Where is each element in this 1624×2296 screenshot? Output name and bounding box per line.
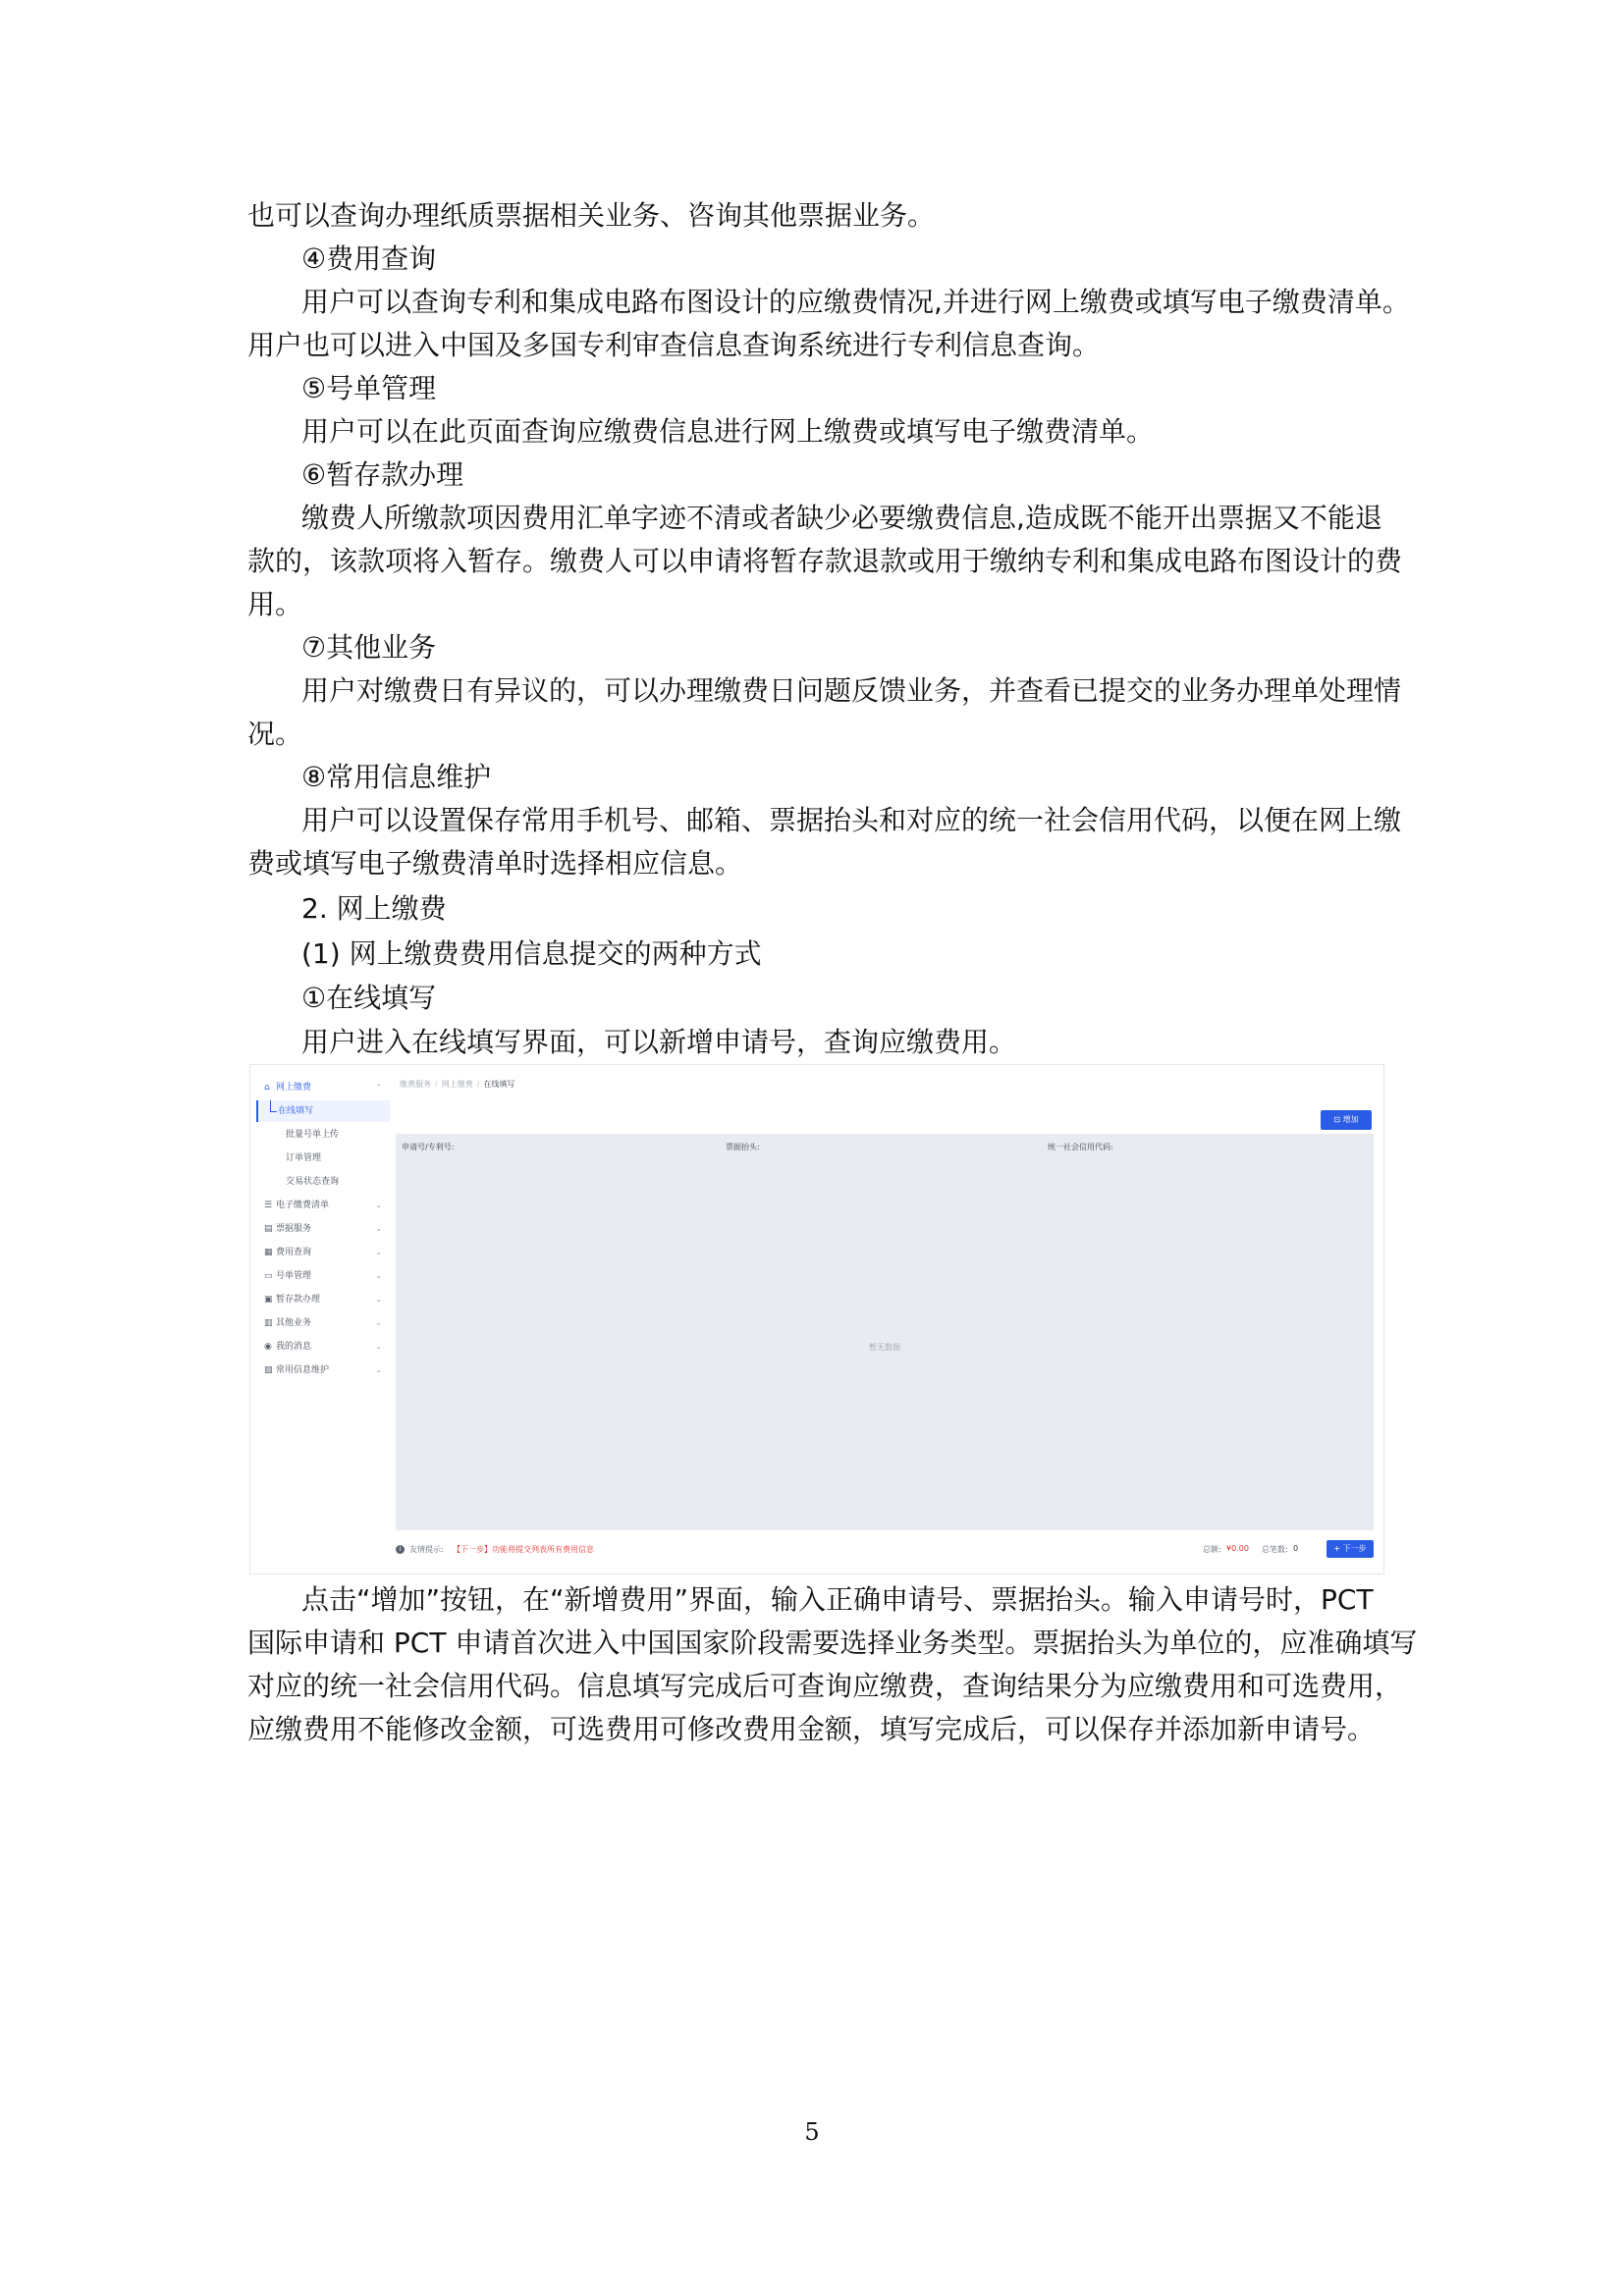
paragraph-line: 点击“增加”按钮，在“新增费用”界面，输入正确申请号、票据抬头。输入申请号时，PCT (301, 1583, 1374, 1616)
document-icon: ▭ (264, 1271, 273, 1281)
sidebar-item-label: 在线填写 (278, 1106, 314, 1116)
section-heading-number-management: ⑤号单管理 (301, 372, 437, 404)
add-button[interactable] (1321, 1110, 1372, 1130)
total-label: 总额: (1203, 1545, 1221, 1554)
active-indicator (256, 1100, 258, 1122)
section-heading-other-business: ⑦其他业务 (301, 631, 437, 664)
sidebar-item-label: 交易状态查询 (286, 1177, 340, 1187)
sidebar-item-deposit[interactable] (256, 1289, 390, 1310)
paragraph-line: 费或填写电子缴费清单时选择相应信息。 (247, 847, 743, 880)
add-icon: ⊡ (1333, 1115, 1343, 1124)
info-icon: i (396, 1545, 405, 1554)
section-heading-deposit: ⑥暂存款办理 (301, 458, 464, 491)
sidebar-item-label: 常用信息维护 (276, 1365, 330, 1375)
sidebar-item-label: 票据服务 (276, 1224, 312, 1234)
sidebar-item-label: 其他业务 (276, 1318, 312, 1328)
sidebar-item-online-payment[interactable] (256, 1077, 390, 1098)
next-step-button[interactable]: + 下一步 (1326, 1540, 1374, 1558)
paragraph-line: 用户可以设置保存常用手机号、邮箱、票据抬头和对应的统一社会信用代码，以便在网上缴 (301, 804, 1402, 836)
paragraph-line: 用。 (247, 588, 303, 620)
breadcrumb-item[interactable]: 缴费服务 (400, 1080, 431, 1089)
sidebar-item-info-maintenance[interactable] (256, 1360, 390, 1381)
home-icon: ⌂ (264, 1083, 270, 1093)
chevron-down-icon: ⌄ (375, 1224, 382, 1233)
chevron-down-icon: ⌄ (375, 1201, 382, 1209)
chevron-down-icon: ⌄ (375, 1248, 382, 1256)
total-value: ¥0.00 (1226, 1544, 1249, 1553)
sidebar-item-fee-query[interactable] (256, 1242, 390, 1263)
breadcrumb-item[interactable]: 网上缴费 (441, 1080, 473, 1089)
paragraph-line: 用户也可以进入中国及多国专利审查信息查询系统进行专利信息查询。 (247, 329, 1101, 361)
list-icon: ☰ (264, 1201, 273, 1210)
paragraph-line: 用户可以查询专利和集成电路布图设计的应缴费情况,并进行网上缴费或填写电子缴费清单。 (301, 286, 1410, 318)
settings-icon: ▧ (264, 1365, 273, 1375)
embedded-screenshot (249, 1064, 1384, 1575)
wallet-icon: ▣ (264, 1295, 273, 1305)
breadcrumb-separator: / (476, 1080, 480, 1089)
paragraph-line: 用户可以在此页面查询应缴费信息进行网上缴费或填写电子缴费清单。 (301, 415, 1155, 448)
tree-branch-icon (270, 1100, 277, 1112)
sidebar-item-label: 我的消息 (276, 1342, 312, 1352)
sidebar-item-label: 号单管理 (276, 1271, 312, 1281)
message-icon: ◉ (264, 1342, 272, 1352)
sidebar-item-messages[interactable] (256, 1336, 390, 1358)
section-heading-online-payment: 2. 网上缴费 (301, 892, 447, 925)
paragraph-line: 应缴费用不能修改金额，可选费用可修改费用金额，填写完成后，可以保存并添加新申请号。 (247, 1713, 1376, 1745)
section-heading-online-fill: ①在线填写 (301, 982, 437, 1014)
chevron-down-icon: ⌄ (375, 1295, 382, 1304)
sidebar-item-electronic-list[interactable] (256, 1195, 390, 1216)
paragraph-line: 款的，该款项将入暂存。缴费人可以申请将暂存款退款或用于缴纳专利和集成电路布图设计的费 (247, 545, 1403, 577)
sidebar-item-order-management[interactable] (256, 1148, 390, 1169)
sidebar (256, 1071, 391, 1568)
paragraph-line: 也可以查询办理纸质票据相关业务、咨询其他票据业务。 (247, 199, 936, 232)
paragraph-line: 国际申请和 PCT 申请首次进入中国国家阶段需要选择业务类型。票据抬头为单位的，应准确填写 (247, 1627, 1418, 1659)
subsection-heading: (1) 网上缴费费用信息提交的两种方式 (301, 937, 762, 970)
add-button-label: 增加 (1342, 1115, 1359, 1124)
column-header-receipt-title: 票据抬头: (726, 1143, 760, 1151)
sidebar-item-other-business[interactable] (256, 1312, 390, 1334)
sidebar-item-label: 电子缴费清单 (276, 1201, 330, 1210)
chevron-down-icon: ⌄ (375, 1342, 382, 1351)
chevron-up-icon: ⌃ (375, 1083, 382, 1092)
sidebar-item-label: 订单管理 (286, 1153, 322, 1163)
count-value: 0 (1293, 1544, 1299, 1553)
chevron-down-icon: ⌄ (375, 1365, 382, 1374)
paragraph-line: 用户进入在线填写界面，可以新增申请号，查询应缴费用。 (301, 1026, 1017, 1058)
breadcrumb-separator: / (435, 1080, 438, 1089)
column-header-credit-code: 统一社会信用代码: (1048, 1143, 1113, 1151)
receipt-icon: ▤ (264, 1224, 273, 1234)
fee-table (396, 1134, 1374, 1530)
paragraph-line: 缴费人所缴款项因费用汇单字迹不清或者缺少必要缴费信息,造成既不能开出票据又不能退 (301, 502, 1382, 534)
chevron-down-icon: ⌄ (375, 1271, 382, 1280)
sidebar-item-label: 费用查询 (276, 1248, 312, 1257)
hint-label: 友情提示: (409, 1545, 444, 1554)
count-label: 总笔数: (1262, 1545, 1288, 1554)
page-number: 5 (804, 2118, 820, 2146)
sidebar-item-number-management[interactable] (256, 1265, 390, 1287)
paragraph-line: 对应的统一社会信用代码。信息填写完成后可查询应缴费，查询结果分为应缴费用和可选费用， (247, 1670, 1403, 1702)
briefcase-icon: ▥ (264, 1318, 273, 1328)
breadcrumb-current: 在线填写 (483, 1080, 515, 1089)
breadcrumb (400, 1079, 514, 1090)
sidebar-item-receipt-service[interactable] (256, 1218, 390, 1240)
main-panel (390, 1071, 1380, 1570)
footer-bar (390, 1536, 1380, 1566)
hint-text: 【下一步】功能将提交列表所有费用信息 (453, 1545, 594, 1554)
sidebar-item-label: 暂存款办理 (276, 1295, 321, 1305)
sidebar-item-online-fill[interactable] (256, 1100, 390, 1122)
chevron-down-icon: ⌄ (375, 1318, 382, 1327)
empty-state-text: 暂无数据 (869, 1343, 900, 1352)
column-header-application-number: 申请号/专利号: (402, 1143, 455, 1151)
search-icon: ▦ (264, 1248, 273, 1257)
section-heading-info-maintenance: ⑧常用信息维护 (301, 761, 492, 793)
sidebar-item-batch-upload[interactable] (256, 1124, 390, 1146)
paragraph-line: 况。 (247, 718, 303, 750)
sidebar-item-label: 批量号单上传 (286, 1130, 340, 1140)
sidebar-item-label: 网上缴费 (276, 1083, 312, 1093)
sidebar-item-transaction-status[interactable] (256, 1171, 390, 1193)
section-heading-fee-query: ④费用查询 (301, 242, 437, 275)
paragraph-line: 用户对缴费日有异议的，可以办理缴费日问题反馈业务，并查看已提交的业务办理单处理情 (301, 674, 1402, 707)
